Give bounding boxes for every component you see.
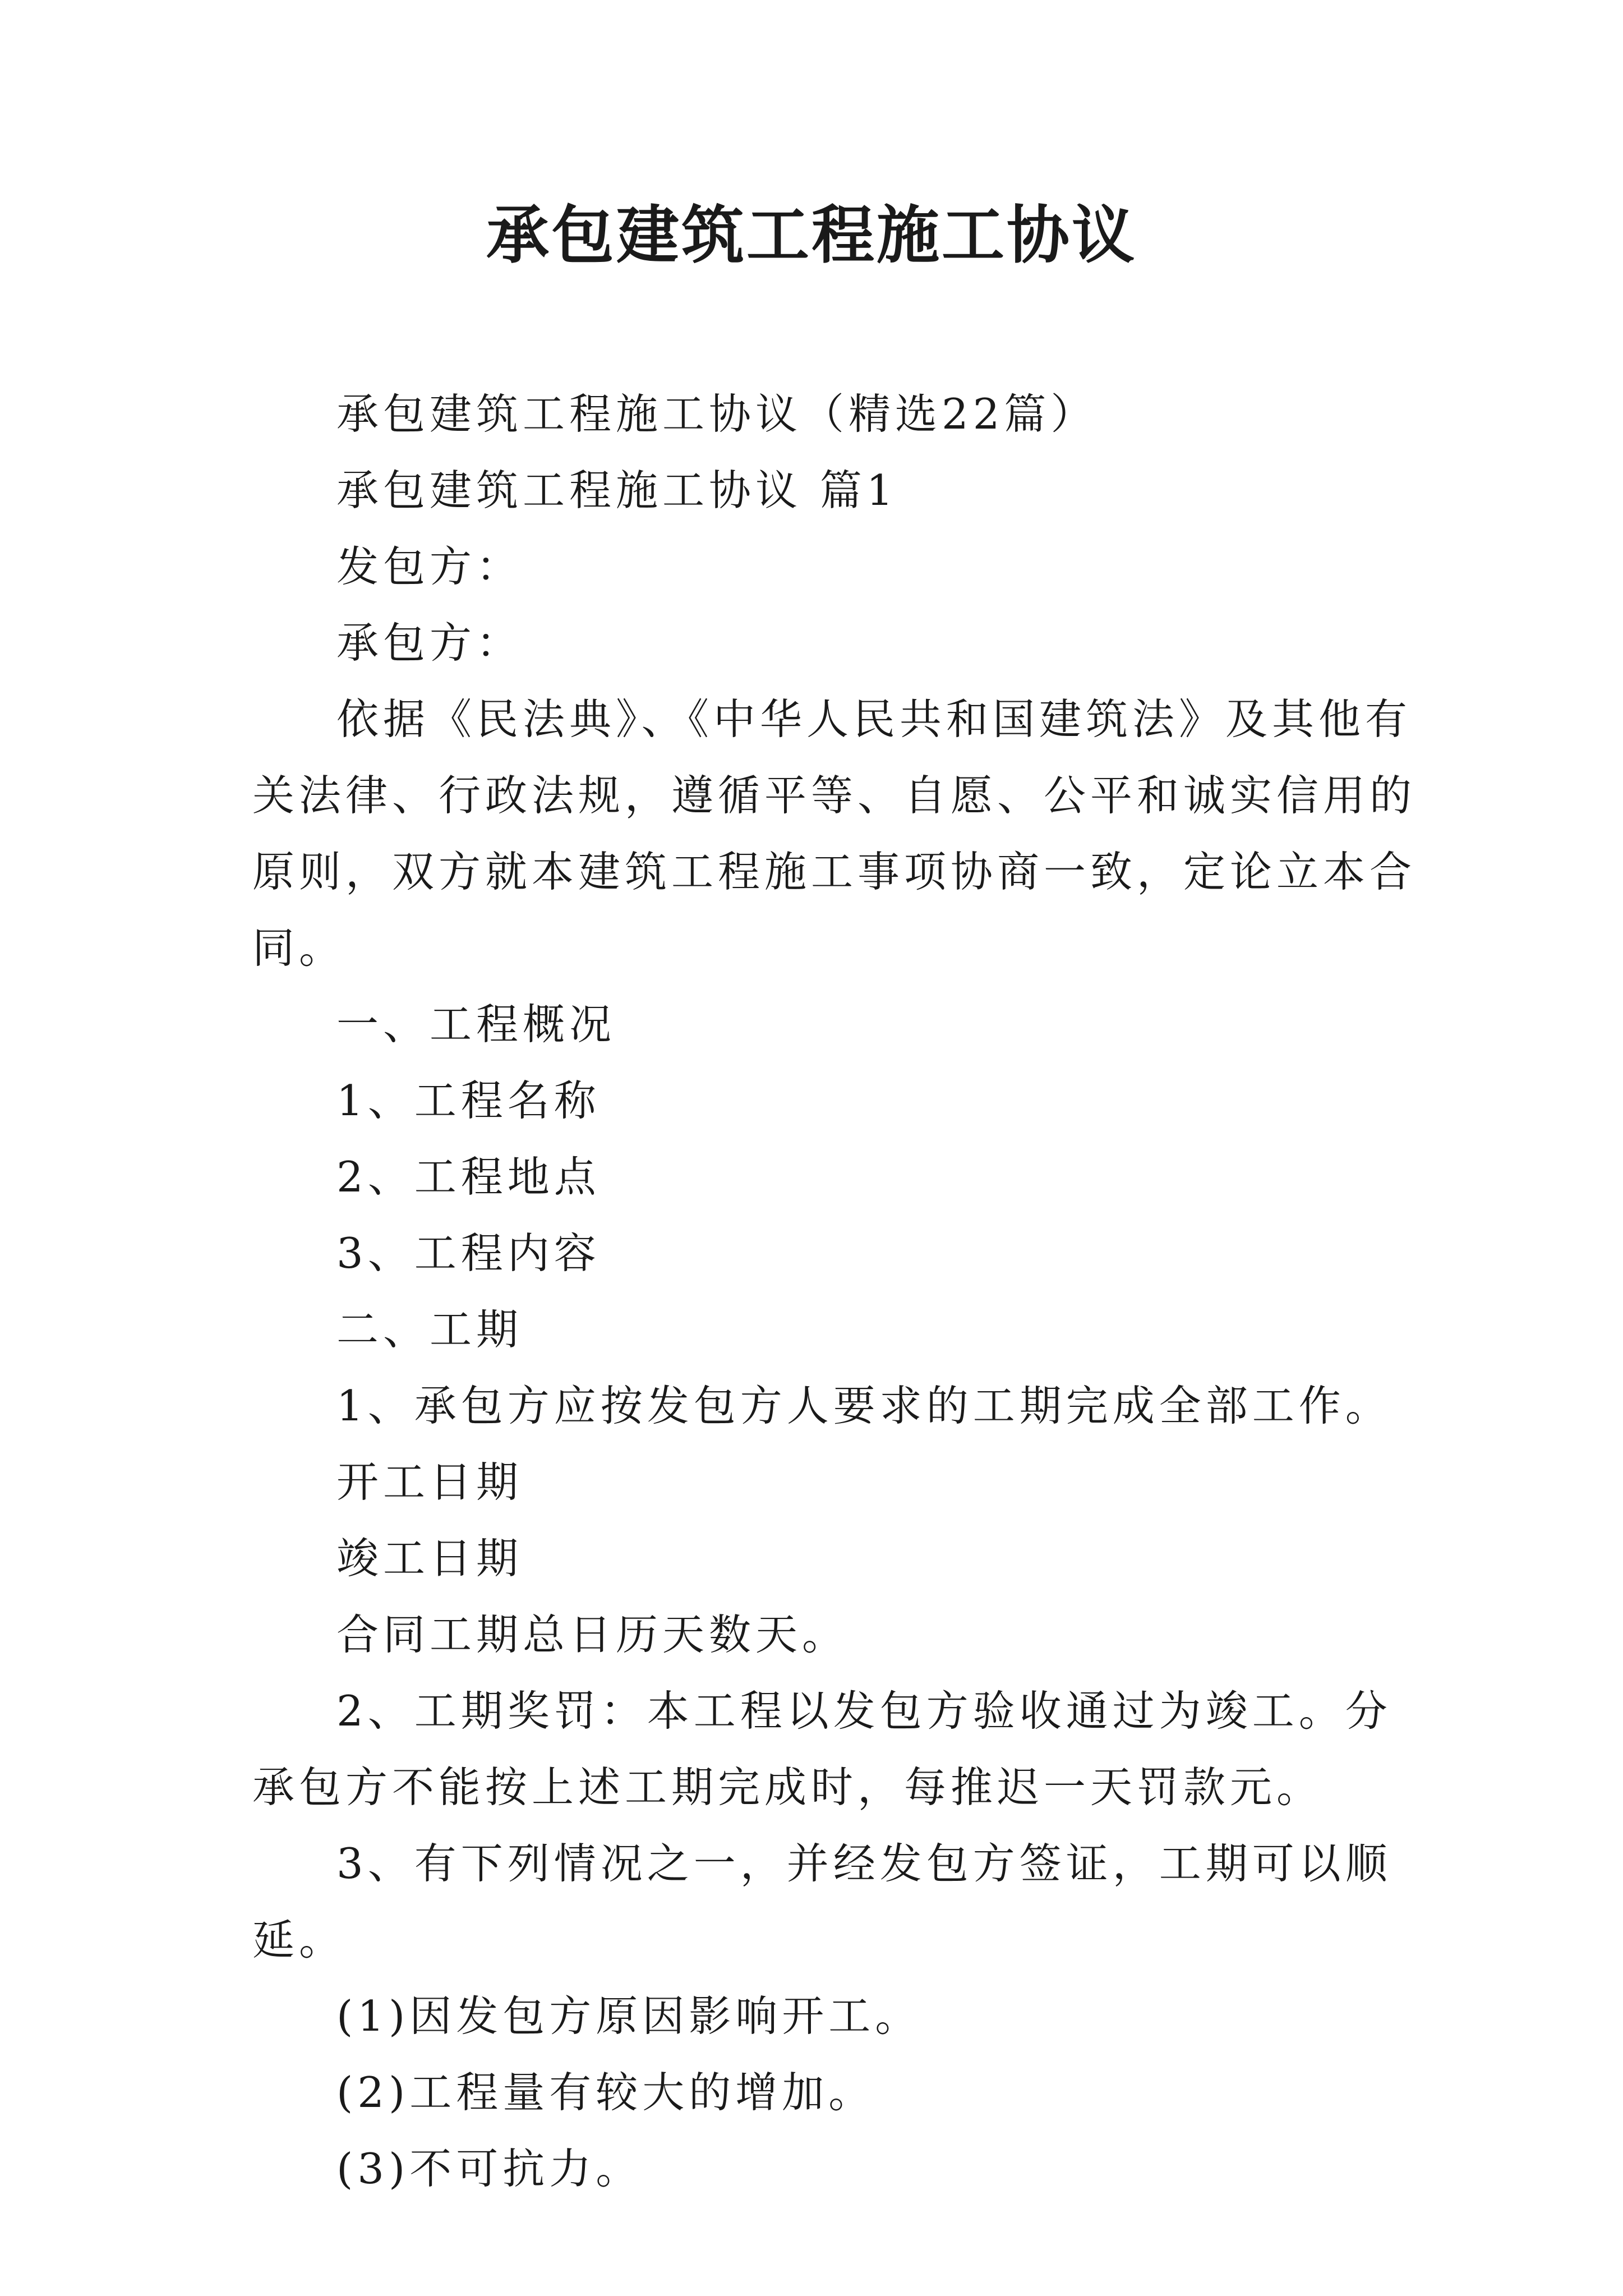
paragraph-schedule-penalty: 2、工期奖罚：本工程以发包方验收通过为竣工。分承包方不能按上述工期完成时，每推迟一天罚款元。 xyxy=(252,1686,1392,1812)
paragraph-subtitle: 承包建筑工程施工协议（精选22篇） xyxy=(336,389,1098,439)
paragraph-preamble: 依据《民法典》、《中华人民共和国建筑法》及其他有关法律、行政法规，遵循平等、自愿、公平和诚实信用的原则，双方就本建筑工程施工事项协商一致，定论立本合同。 xyxy=(252,694,1417,973)
paragraph-project-content: 3、工程内容 xyxy=(336,1228,601,1278)
paragraph-condition-3: (3)不可抗力。 xyxy=(336,2144,643,2193)
paragraph-start-date: 开工日期 xyxy=(336,1457,523,1507)
paragraph-contractor: 承包方： xyxy=(336,618,523,668)
paragraph-extension-conditions: 3、有下列情况之一，并经发包方签证，工期可以顺延。 xyxy=(252,1839,1392,1964)
paragraph-project-location: 2、工程地点 xyxy=(336,1152,601,1202)
document-title: 承包建筑工程施工协议 xyxy=(486,199,1137,272)
paragraph-completion-date: 竣工日期 xyxy=(336,1534,523,1583)
paragraph-condition-2: (2)工程量有较大的增加。 xyxy=(336,2068,875,2117)
paragraph-section-heading: 承包建筑工程施工协议 篇1 xyxy=(336,466,898,515)
document-body xyxy=(252,376,1424,2207)
paragraph-project-name: 1、工程名称 xyxy=(336,1076,601,1125)
paragraph-employer: 发包方： xyxy=(336,542,523,591)
paragraph-condition-1: (1)因发包方原因影响开工。 xyxy=(336,1991,922,2041)
paragraph-heading-overview: 一、工程概况 xyxy=(336,1000,616,1049)
paragraph-schedule-requirement: 1、承包方应按发包方人要求的工期完成全部工作。 xyxy=(336,1381,1392,1430)
paragraph-total-days: 合同工期总日历天数天。 xyxy=(336,1610,849,1659)
paragraph-heading-schedule: 二、工期 xyxy=(336,1305,523,1354)
